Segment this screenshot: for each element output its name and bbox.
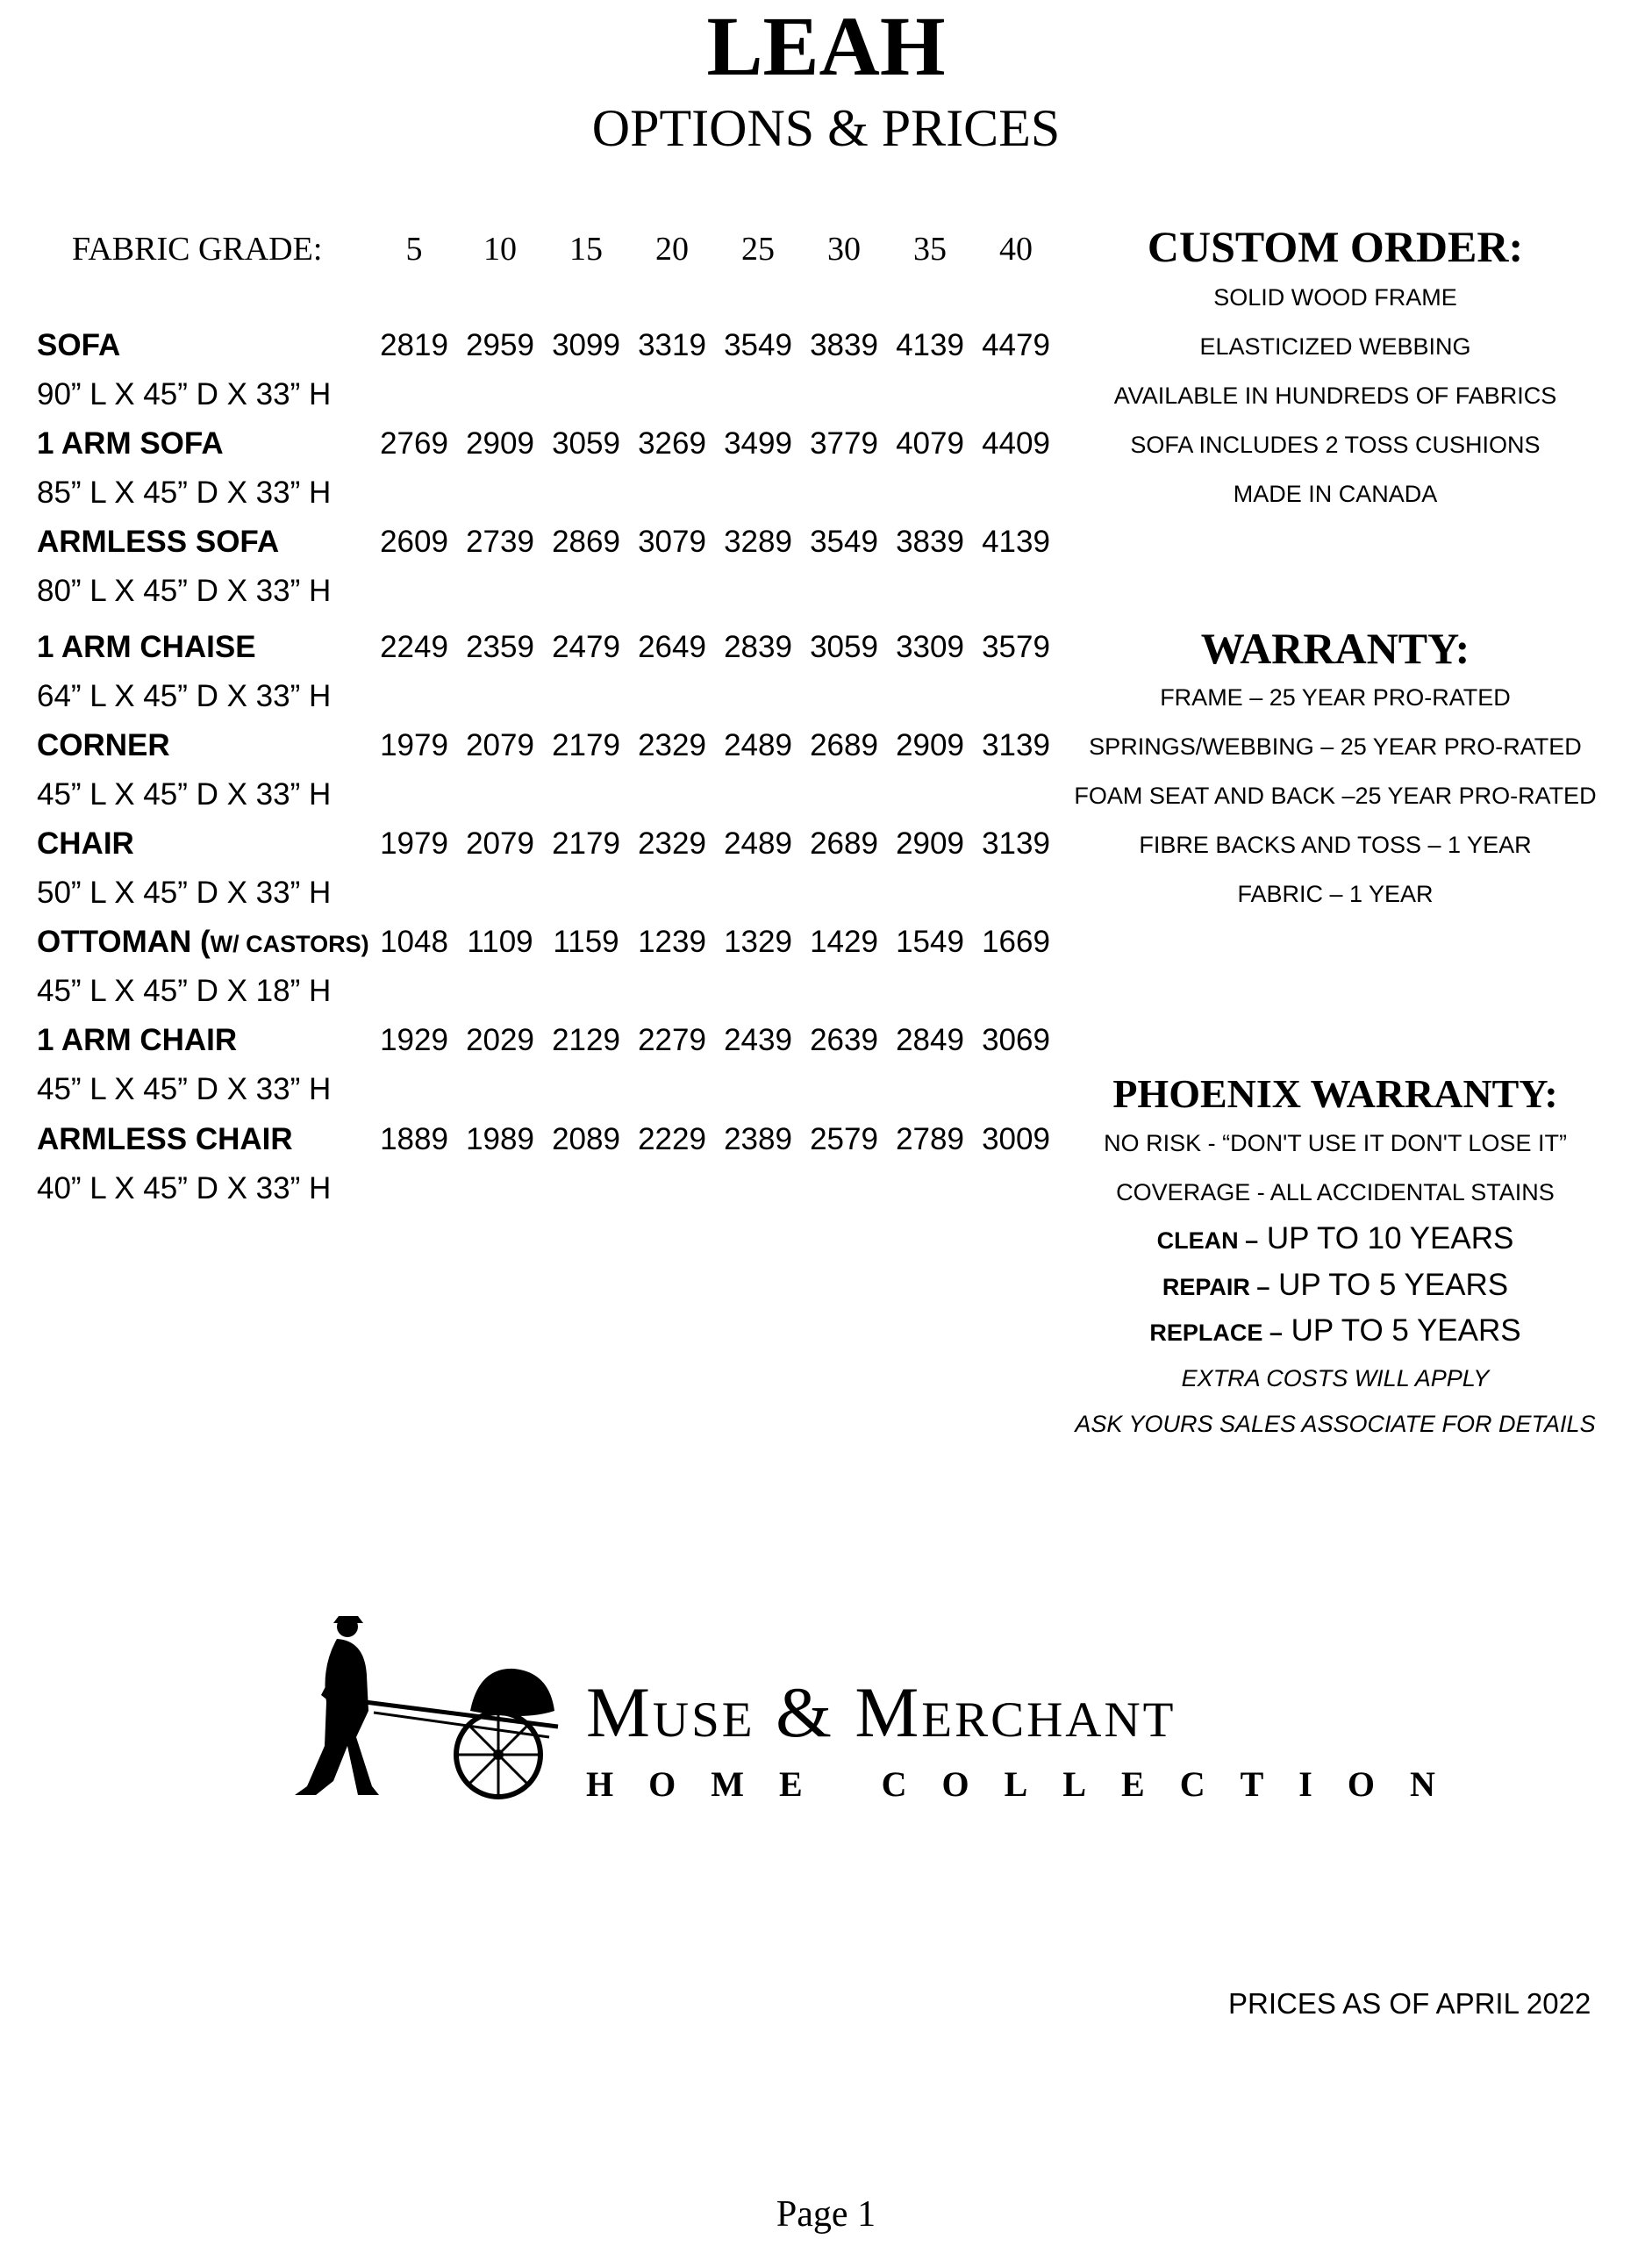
product-name-text: SOFA (37, 328, 121, 362)
price-cell: 1048 (380, 925, 448, 959)
custom-order-line: SOFA INCLUDES 2 TOSS CUSHIONS (1130, 432, 1541, 458)
price-cell: 1989 (466, 1122, 534, 1156)
product-name (37, 426, 224, 461)
fabric-grade-value: 15 (569, 231, 603, 268)
price-cell: 3139 (982, 826, 1050, 861)
price-cell: 3059 (810, 630, 878, 664)
price-cell: 2909 (896, 728, 964, 762)
price-cell: 2279 (638, 1023, 706, 1057)
price-cell: 2689 (810, 728, 878, 762)
warranty-line: FOAM SEAT AND BACK –25 YEAR PRO-RATED (1074, 783, 1597, 809)
product-name (37, 328, 120, 363)
price-cell: 3099 (552, 328, 620, 362)
price-cell: 3549 (724, 328, 792, 362)
product-name (37, 826, 134, 862)
product-dimensions: 45” L X 45” D X 33” H (37, 1072, 332, 1106)
price-cell: 1979 (380, 826, 448, 861)
price-cell: 2959 (466, 328, 534, 362)
fabric-grade-value: 5 (405, 231, 423, 268)
repair-value: UP TO 5 YEARS (1269, 1268, 1509, 1302)
phoenix-line: COVERAGE - ALL ACCIDENTAL STAINS (1116, 1179, 1555, 1205)
price-cell: 2869 (552, 525, 620, 559)
price-cell: 4409 (982, 426, 1050, 461)
price-cell: 1329 (724, 925, 792, 959)
price-cell: 4479 (982, 328, 1050, 362)
price-cell: 1239 (638, 925, 706, 959)
product-name (37, 1023, 237, 1058)
price-cell: 3059 (552, 426, 620, 461)
page-subtitle: OPTIONS & PRICES (591, 99, 1061, 157)
warranty-heading: WARRANTY: (1200, 624, 1470, 673)
product-dimensions: 45” L X 45” D X 18” H (37, 974, 332, 1008)
product-name-suffix: W/ CASTORS) (210, 931, 369, 957)
price-cell: 2849 (896, 1023, 964, 1057)
price-cell: 3289 (724, 525, 792, 559)
product-dimensions: 50” L X 45” D X 33” H (37, 876, 332, 910)
phoenix-replace-line (1072, 1313, 1598, 1348)
logo-tagline: HOME COLLECTION (586, 1764, 1470, 1804)
clean-value: UP TO 10 YEARS (1258, 1221, 1514, 1255)
product-name-text: 1 ARM CHAISE (37, 630, 256, 664)
warranty-line: SPRINGS/WEBBING – 25 YEAR PRO-RATED (1089, 733, 1582, 760)
price-cell: 2179 (552, 728, 620, 762)
price-cell: 1109 (467, 925, 533, 959)
price-cell: 2479 (552, 630, 620, 664)
phoenix-repair-line (1072, 1268, 1598, 1303)
price-cell: 2489 (724, 728, 792, 762)
product-dimensions: 64” L X 45” D X 33” H (37, 679, 332, 713)
replace-label: REPLACE – (1149, 1320, 1283, 1346)
price-cell: 2769 (380, 426, 448, 461)
price-cell: 2639 (810, 1023, 878, 1057)
warranty-line: FRAME – 25 YEAR PRO-RATED (1160, 684, 1511, 711)
fabric-grade-label: FABRIC GRADE: (72, 231, 323, 268)
product-dimensions: 85” L X 45” D X 33” H (37, 476, 332, 510)
custom-order-heading: CUSTOM ORDER: (1147, 222, 1524, 271)
price-cell: 3319 (638, 328, 706, 362)
price-cell: 3579 (982, 630, 1050, 664)
price-cell: 2909 (896, 826, 964, 861)
fabric-grade-value: 30 (827, 231, 861, 268)
price-cell: 2179 (552, 826, 620, 861)
price-cell: 2489 (724, 826, 792, 861)
price-cell: 1979 (380, 728, 448, 762)
price-cell: 3839 (896, 525, 964, 559)
price-cell: 2129 (552, 1023, 620, 1057)
product-name-text: OTTOMAN ( (37, 925, 211, 959)
price-cell: 2739 (466, 525, 534, 559)
price-cell: 2089 (552, 1122, 620, 1156)
price-cell: 3549 (810, 525, 878, 559)
fabric-grade-value: 40 (999, 231, 1033, 268)
fabric-grade-value: 10 (483, 231, 517, 268)
fabric-grade-value: 35 (913, 231, 947, 268)
price-cell: 2359 (466, 630, 534, 664)
price-cell: 2789 (896, 1122, 964, 1156)
repair-label: REPAIR – (1162, 1274, 1270, 1300)
product-name-text: 1 ARM CHAIR (37, 1023, 238, 1057)
price-cell: 2609 (380, 525, 448, 559)
price-cell: 2229 (638, 1122, 706, 1156)
price-cell: 2079 (466, 728, 534, 762)
price-cell: 1929 (380, 1023, 448, 1057)
price-cell: 2329 (638, 826, 706, 861)
fabric-grade-value: 20 (655, 231, 689, 268)
price-cell: 1429 (810, 925, 878, 959)
price-cell: 1669 (982, 925, 1050, 959)
product-dimensions: 80” L X 45” D X 33” H (37, 574, 332, 608)
product-name-text: CORNER (37, 728, 170, 762)
price-cell: 4139 (982, 525, 1050, 559)
price-cell: 2839 (724, 630, 792, 664)
price-cell: 3839 (810, 328, 878, 362)
price-cell: 3309 (896, 630, 964, 664)
product-name-text: 1 ARM SOFA (37, 426, 224, 461)
price-cell: 3499 (724, 426, 792, 461)
price-cell: 4139 (896, 328, 964, 362)
phoenix-warranty-heading: PHOENIX WARRANTY: (1112, 1071, 1558, 1116)
warranty-line: FIBRE BACKS AND TOSS – 1 YEAR (1139, 832, 1532, 858)
product-name (37, 728, 170, 763)
product-name (37, 630, 256, 665)
price-cell: 1889 (380, 1122, 448, 1156)
product-name (37, 925, 369, 960)
price-cell: 2439 (724, 1023, 792, 1057)
product-name-text: ARMLESS CHAIR (37, 1122, 293, 1156)
price-cell: 1549 (896, 925, 964, 959)
price-cell: 2079 (466, 826, 534, 861)
price-cell: 2029 (466, 1023, 534, 1057)
phoenix-clean-line (1072, 1221, 1598, 1256)
price-cell: 2909 (466, 426, 534, 461)
phoenix-line: NO RISK - “DON'T USE IT DON'T LOSE IT” (1104, 1130, 1567, 1156)
fabric-grade-header (0, 230, 1088, 279)
price-cell: 2689 (810, 826, 878, 861)
clean-label: CLEAN – (1156, 1227, 1259, 1254)
price-cell: 3079 (638, 525, 706, 559)
product-dimensions: 45” L X 45” D X 33” H (37, 777, 332, 812)
price-cell: 3069 (982, 1023, 1050, 1057)
price-cell: 1159 (553, 925, 619, 959)
product-name (37, 1122, 293, 1157)
man-pulling-cart-icon (295, 1614, 563, 1806)
warranty-line: FABRIC – 1 YEAR (1237, 881, 1434, 907)
price-cell: 2819 (380, 328, 448, 362)
price-cell: 3139 (982, 728, 1050, 762)
page-title: LEAH (706, 0, 946, 93)
custom-order-line: ELASTICIZED WEBBING (1199, 333, 1471, 360)
price-cell: 2249 (380, 630, 448, 664)
price-cell: 4079 (896, 426, 964, 461)
replace-value: UP TO 5 YEARS (1282, 1313, 1521, 1348)
price-cell: 2579 (810, 1122, 878, 1156)
product-name-text: ARMLESS SOFA (37, 525, 280, 559)
phoenix-note: ASK YOURS SALES ASSOCIATE FOR DETAILS (1075, 1411, 1596, 1437)
price-cell: 3779 (810, 426, 878, 461)
price-cell: 3009 (982, 1122, 1050, 1156)
custom-order-line: SOLID WOOD FRAME (1213, 284, 1457, 311)
price-cell: 2649 (638, 630, 706, 664)
product-dimensions: 90” L X 45” D X 33” H (37, 377, 332, 411)
price-cell: 2329 (638, 728, 706, 762)
page-number: Page 1 (776, 2194, 876, 2235)
price-cell: 2389 (724, 1122, 792, 1156)
custom-order-line: MADE IN CANADA (1233, 481, 1438, 507)
logo-brand-name: Muse & Merchant (586, 1672, 1176, 1752)
product-dimensions: 40” L X 45” D X 33” H (37, 1171, 332, 1205)
prices-date: PRICES AS OF APRIL 2022 (1228, 1987, 1591, 2020)
custom-order-line: AVAILABLE IN HUNDREDS OF FABRICS (1113, 383, 1557, 409)
product-name (37, 525, 279, 560)
phoenix-note: EXTRA COSTS WILL APPLY (1181, 1365, 1490, 1391)
product-name-text: CHAIR (37, 826, 134, 861)
fabric-grade-value: 25 (741, 231, 775, 268)
price-cell: 3269 (638, 426, 706, 461)
